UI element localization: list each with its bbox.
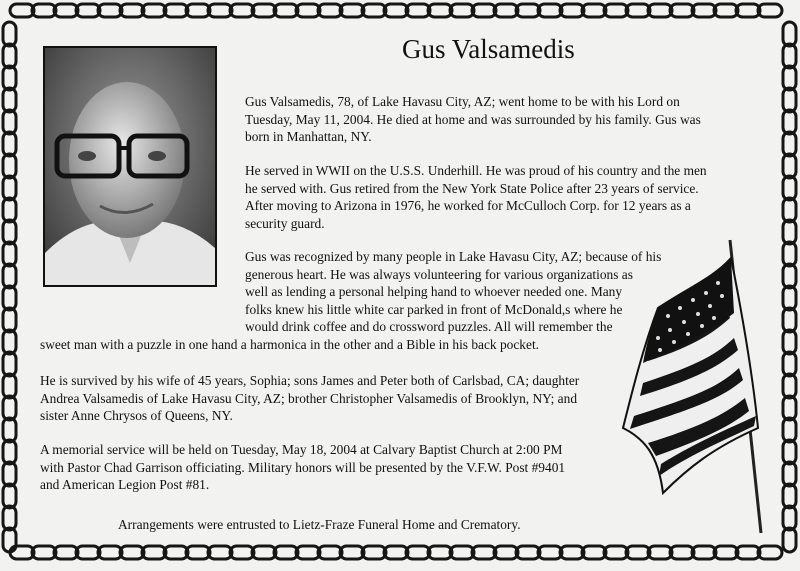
chain-link bbox=[516, 4, 540, 17]
chain-link bbox=[406, 546, 430, 559]
chain-link bbox=[783, 154, 796, 178]
chain-link bbox=[670, 546, 694, 559]
chain-link bbox=[3, 462, 16, 486]
chain-link bbox=[3, 330, 16, 354]
chain-link bbox=[516, 546, 540, 559]
chain-link bbox=[274, 546, 298, 559]
chain-link bbox=[3, 374, 16, 398]
chain-link bbox=[783, 330, 796, 354]
chain-link bbox=[494, 546, 518, 559]
chain-link bbox=[54, 4, 78, 17]
chain-link bbox=[3, 308, 16, 332]
chain-link bbox=[3, 528, 16, 552]
chain-link bbox=[783, 88, 796, 112]
chain-link bbox=[3, 440, 16, 464]
chain-link bbox=[208, 4, 232, 17]
chain-link bbox=[560, 546, 584, 559]
chain-link bbox=[406, 4, 430, 17]
chain-link bbox=[3, 132, 16, 156]
chain-link bbox=[98, 546, 122, 559]
chain-link bbox=[3, 176, 16, 200]
chain-link bbox=[3, 220, 16, 244]
survivors-paragraph: He is survived by his wife of 45 years, Sophia; sons James and Peter both of Carlsbad, CA; daughter Andrea Valsamedis of Lake Havasu City, AZ; brother Christopher Valsamedis of Brooklyn, NY; and sister Anne Chrysos of Queens, NY. bbox=[40, 373, 580, 424]
chain-link bbox=[758, 4, 782, 17]
chain-link bbox=[783, 176, 796, 200]
chain-link bbox=[428, 546, 452, 559]
chain-link bbox=[626, 4, 650, 17]
chain-link bbox=[783, 132, 796, 156]
chain-link bbox=[783, 528, 796, 552]
chain-link bbox=[450, 4, 474, 17]
chain-link bbox=[783, 110, 796, 134]
chain-link bbox=[783, 506, 796, 530]
chain-link bbox=[648, 546, 672, 559]
character-paragraph-end: sweet man with a puzzle in one hand a harmonica in the other and a Bible in his back pocket. bbox=[40, 337, 540, 352]
chain-link bbox=[318, 546, 342, 559]
chain-link bbox=[604, 4, 628, 17]
chain-link bbox=[3, 110, 16, 134]
chain-link bbox=[648, 4, 672, 17]
chain-link bbox=[230, 546, 254, 559]
chain-link bbox=[340, 546, 364, 559]
chain-link bbox=[76, 546, 100, 559]
chain-link bbox=[538, 4, 562, 17]
chain-link bbox=[783, 22, 796, 46]
chain-link bbox=[582, 546, 606, 559]
chain-link bbox=[670, 4, 694, 17]
chain-link bbox=[3, 242, 16, 266]
chain-link bbox=[472, 546, 496, 559]
chain-link bbox=[783, 396, 796, 420]
chain-link bbox=[10, 4, 34, 17]
chain-link bbox=[736, 4, 760, 17]
chain-link bbox=[3, 66, 16, 90]
chain-link bbox=[714, 546, 738, 559]
chain-link bbox=[783, 198, 796, 222]
chain-link bbox=[758, 546, 782, 559]
chain-link bbox=[32, 546, 56, 559]
chain-link bbox=[450, 546, 474, 559]
chain-link bbox=[783, 440, 796, 464]
chain-link bbox=[3, 418, 16, 442]
chain-link bbox=[252, 546, 276, 559]
chain-link bbox=[428, 4, 452, 17]
chain-link bbox=[3, 506, 16, 530]
chain-link bbox=[783, 66, 796, 90]
chain-link bbox=[120, 4, 144, 17]
chain-link bbox=[692, 4, 716, 17]
chain-link bbox=[736, 546, 760, 559]
chain-link bbox=[582, 4, 606, 17]
chain-link bbox=[142, 546, 166, 559]
memorial-paragraph: A memorial service will be held on Tuesday, May 18, 2004 at Calvary Baptist Church at 2:00 PM with Pastor Chad Garrison officiating. Military honors will be presented by the V.F.W. Post #9401 and American Legion Post #81. bbox=[40, 442, 566, 493]
chain-link bbox=[783, 286, 796, 310]
chain-link bbox=[98, 4, 122, 17]
chain-link bbox=[626, 546, 650, 559]
chain-link bbox=[186, 546, 210, 559]
obituary-title: Gus Valsamedis bbox=[402, 34, 575, 64]
chain-link bbox=[384, 4, 408, 17]
chain-link bbox=[362, 4, 386, 17]
chain-link bbox=[164, 546, 188, 559]
chain-link bbox=[362, 546, 386, 559]
arrangements-note: Arrangements were entrusted to Lietz-Fraze Funeral Home and Crematory. bbox=[118, 517, 521, 532]
chain-link bbox=[3, 154, 16, 178]
chain-link bbox=[783, 242, 796, 266]
chain-link bbox=[494, 4, 518, 17]
chain-link bbox=[783, 352, 796, 376]
chain-link bbox=[3, 286, 16, 310]
character-paragraph: Gus was recognized by many people in Lake Havasu City, AZ; because of his generous heart. He was always volunteering for various organizations as well as lending a personal helping hand to whoever needed one. Many folks knew his little white car parked in front of McDonald,s where he would drink coffee and do crossword puzzles. All will remember the bbox=[245, 249, 662, 335]
chain-link bbox=[472, 4, 496, 17]
chain-link bbox=[560, 4, 584, 17]
chain-link bbox=[783, 418, 796, 442]
chain-link bbox=[783, 264, 796, 288]
chain-link bbox=[783, 462, 796, 486]
chain-link bbox=[783, 374, 796, 398]
chain-link bbox=[76, 4, 100, 17]
chain-link bbox=[3, 44, 16, 68]
chain-link bbox=[3, 352, 16, 376]
chain-link bbox=[164, 4, 188, 17]
chain-link bbox=[142, 4, 166, 17]
chain-link bbox=[783, 220, 796, 244]
american-flag-icon bbox=[618, 238, 768, 538]
portrait-photo bbox=[43, 46, 217, 287]
chain-link bbox=[604, 546, 628, 559]
chain-link bbox=[296, 546, 320, 559]
chain-link bbox=[3, 484, 16, 508]
service-paragraph: He served in WWII on the U.S.S. Underhill. He was proud of his country and the men he served with. Gus retired from the New York State Police after 23 years of service. After moving to Arizona in 1976, he worked for McCulloch Corp. for 12 years as a security guard. bbox=[245, 163, 707, 231]
chain-link bbox=[10, 546, 34, 559]
chain-link bbox=[384, 546, 408, 559]
chain-link bbox=[714, 4, 738, 17]
chain-link bbox=[32, 4, 56, 17]
chain-link bbox=[340, 4, 364, 17]
chain-link bbox=[274, 4, 298, 17]
chain-link bbox=[783, 308, 796, 332]
chain-link bbox=[318, 4, 342, 17]
chain-link bbox=[186, 4, 210, 17]
chain-link bbox=[538, 546, 562, 559]
chain-link bbox=[3, 22, 16, 46]
chain-link bbox=[208, 546, 232, 559]
chain-link bbox=[692, 546, 716, 559]
chain-link bbox=[3, 264, 16, 288]
chain-link bbox=[296, 4, 320, 17]
chain-link bbox=[230, 4, 254, 17]
chain-link bbox=[252, 4, 276, 17]
chain-link bbox=[120, 546, 144, 559]
chain-link bbox=[3, 88, 16, 112]
chain-link bbox=[3, 396, 16, 420]
chain-link bbox=[3, 198, 16, 222]
chain-link bbox=[783, 44, 796, 68]
chain-link bbox=[783, 484, 796, 508]
birth-paragraph: Gus Valsamedis, 78, of Lake Havasu City, AZ; went home to be with his Lord on Tuesday, May 11, 2004. He died at home and was surrounded by his family. Gus was born in Manhattan, NY. bbox=[245, 94, 701, 145]
chain-link bbox=[54, 546, 78, 559]
